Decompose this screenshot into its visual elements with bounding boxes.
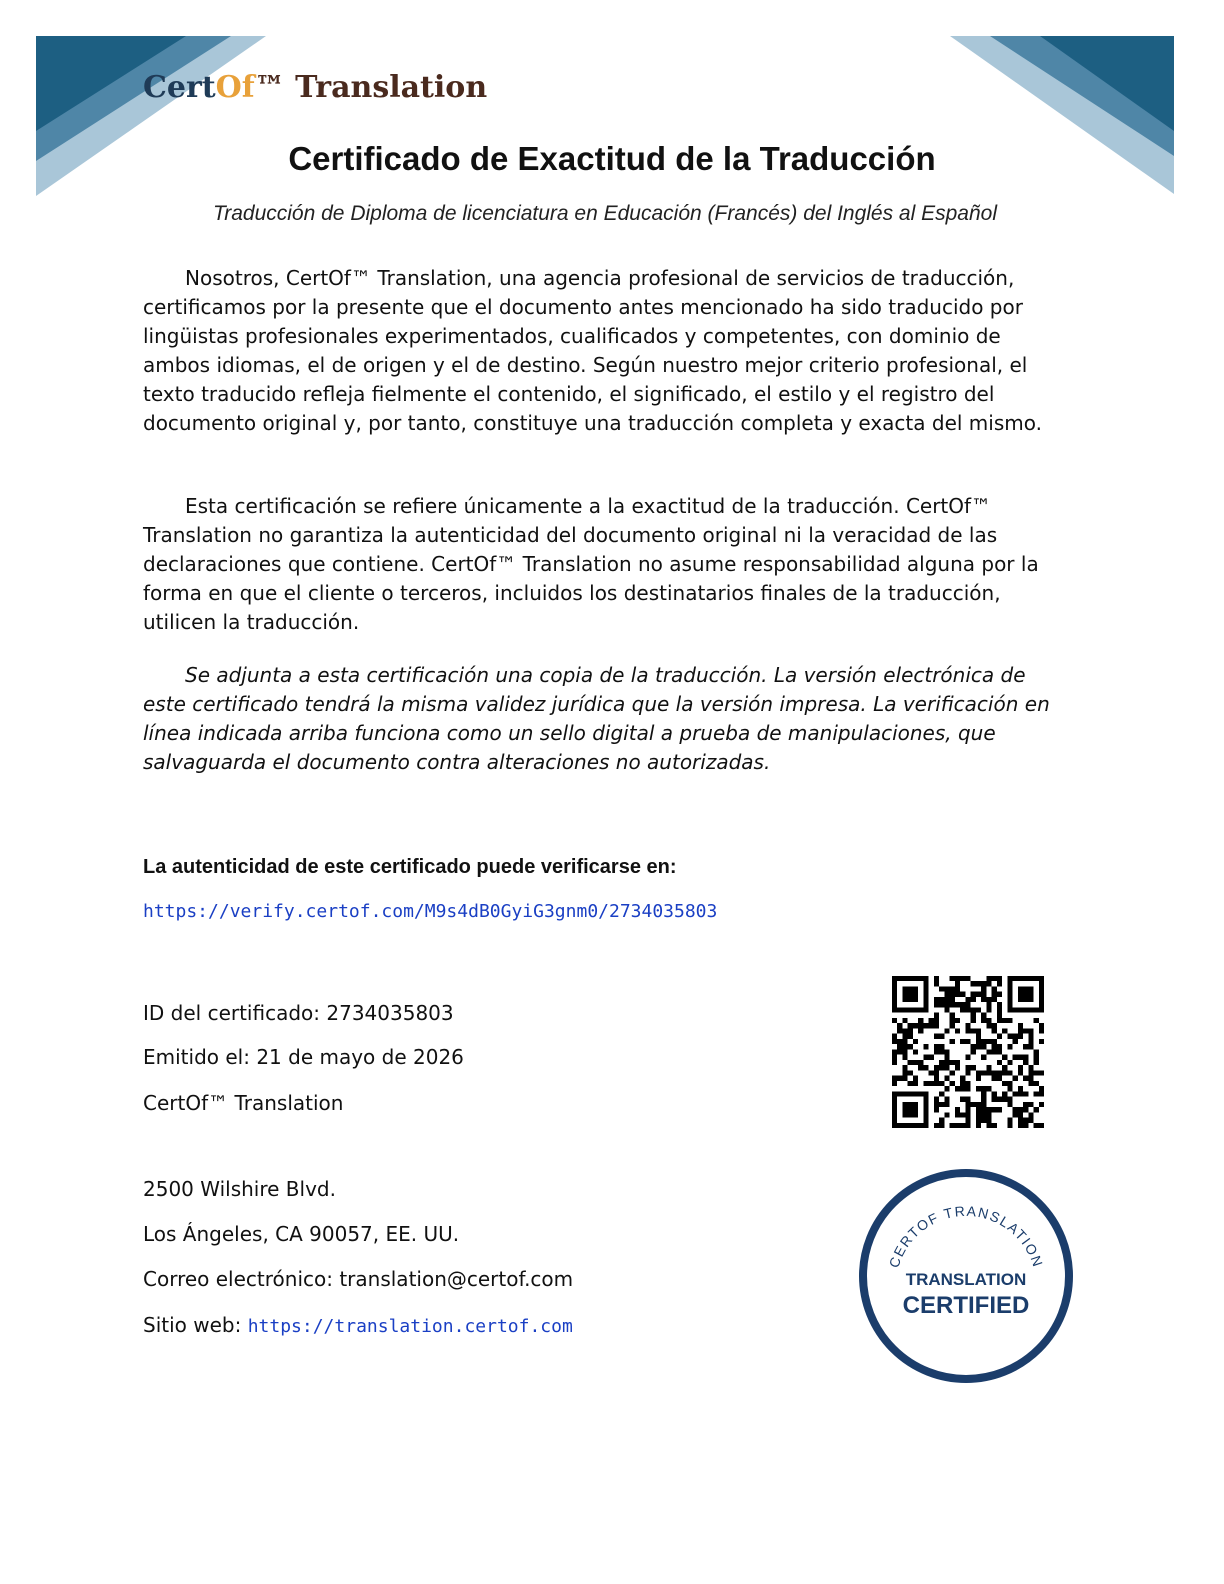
disclaimer-paragraph: Esta certificación se refiere únicamente a la exactitud de la traducción. CertOf™ Translation no garantiza la autenticidad del documento original ni la veracidad de las declaraciones que contiene. CertOf™ Translation no asume responsabilidad alguna por la forma en que el cliente o terceros, incluidos los destinatarios finales de la traducción, utilicen la traducción. <box>143 494 1039 634</box>
contact-email: Correo electrónico: translation@certof.com <box>143 1267 574 1291</box>
certification-paragraph: Nosotros, CertOf™ Translation, una agencia profesional de servicios de traducción, certificamos por la presente que el documento antes mencionado ha sido traducido por lingüistas profesionales experimentados, cualificados y competentes, con dominio de ambos idiomas, el de origen y el de destino. Según nuestro mejor criterio profesional, el texto traducido refleja fielmente el contenido, el significado, el estilo y el registro del documento original y, por tanto, constituye una traducción completa y exacta del mismo. <box>143 266 1042 435</box>
website-label: Sitio web: <box>143 1313 248 1337</box>
page-title: Certificado de Exactitud de la Traducción <box>288 140 936 177</box>
verification-link[interactable]: https://verify.certof.com/M9s4dB0GyiG3gnm0/2734035803 <box>143 901 718 922</box>
brand-trademark: ™ <box>254 70 285 105</box>
address-street: 2500 Wilshire Blvd. <box>143 1177 336 1201</box>
issuer-company: CertOf™ Translation <box>143 1091 344 1115</box>
verification-label: La autenticidad de este certificado puede verificarse en: <box>143 856 677 878</box>
address-city: Los Ángeles, CA 90057, EE. UU. <box>143 1222 460 1246</box>
website-link[interactable]: https://translation.certof.com <box>247 1316 573 1337</box>
website-line <box>143 1313 573 1337</box>
brand-part-of: Of <box>215 70 255 105</box>
seal-line-certified: CERTIFIED <box>902 1292 1030 1319</box>
brand-part-translation: Translation <box>284 70 488 105</box>
page-subtitle: Traducción de Diploma de licenciatura en Educación (Francés) del Inglés al Español <box>212 202 998 225</box>
certificate-id: ID del certificado: 2734035803 <box>143 1001 454 1025</box>
brand-part-cert: Cert <box>143 70 216 105</box>
seal-line-translation: TRANSLATION <box>905 1270 1027 1289</box>
brand-logo <box>143 70 487 105</box>
issue-date: Emitido el: 21 de mayo de 2026 <box>143 1045 464 1069</box>
certified-seal <box>858 1168 1074 1384</box>
qr-code[interactable] <box>892 976 1044 1128</box>
attachment-note-paragraph: Se adjunta a esta certificación una copia de la traducción. La versión electrónica de este certificado tendrá la misma validez jurídica que la versión impresa. La verificación en línea indicada arriba funciona como un sello digital a prueba de manipulaciones, que salvaguarda el documento contra alteraciones no autorizadas. <box>143 663 1050 774</box>
seal-ring-text: CERTOF TRANSLATION <box>885 1202 1047 1270</box>
